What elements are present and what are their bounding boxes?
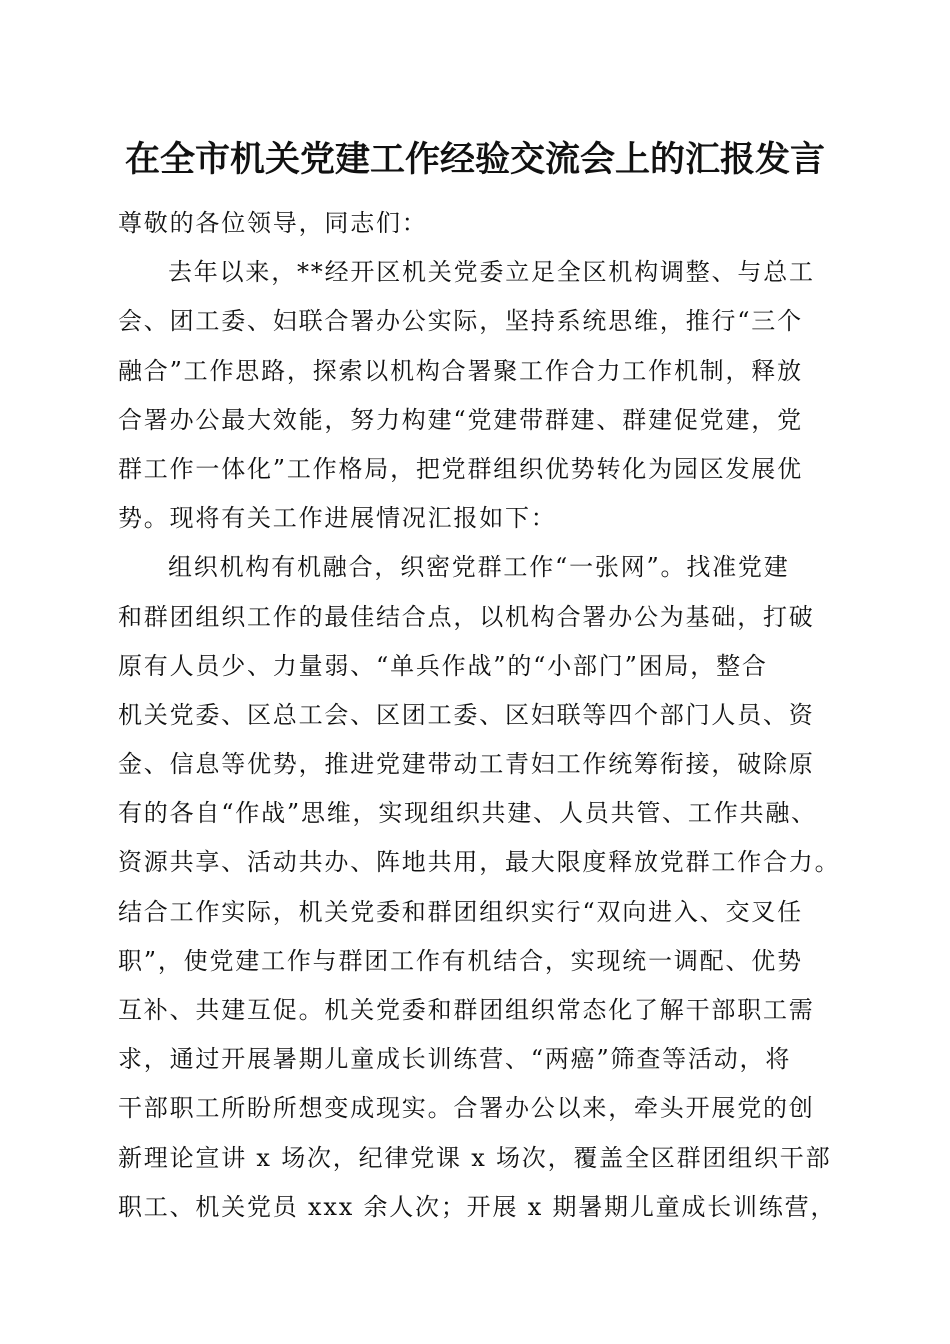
text-line: 群工作一体化”工作格局，把党群组织优势转化为园区发展优 bbox=[118, 454, 803, 483]
text-line: 有的各自“作战”思维，实现组织共建、人员共管、工作共融、 bbox=[118, 799, 817, 828]
text-line: 结合工作实际，机关党委和群团组织实行“双向进入、交叉任 bbox=[118, 897, 803, 926]
text-line: 组织机构有机融合，织密党群工作“一张网”。找准党建 bbox=[168, 553, 790, 582]
greeting-line: 尊敬的各位领导，同志们： bbox=[118, 209, 428, 237]
text-line: 职工、机关党员 xxx 余人次；开展 x 期暑期儿童成长训练营， bbox=[118, 1192, 837, 1221]
text-line: 原有人员少、力量弱、“单兵作战”的“小部门”困局，整合 bbox=[118, 651, 768, 680]
text-line: 资源共享、活动共办、阵地共用，最大限度释放党群工作合力。 bbox=[118, 848, 841, 877]
text-line: 求，通过开展暑期儿童成长训练营、“两癌”筛查等活动，将 bbox=[118, 1045, 792, 1074]
text-line: 金、信息等优势，推进党建带动工青妇工作统筹衔接，破除原 bbox=[118, 750, 815, 779]
text-line: 会、团工委、妇联合署办公实际，坚持系统思维，推行“三个 bbox=[118, 307, 803, 336]
text-line: 新理论宣讲 x 场次，纪律党课 x 场次，覆盖全区群团组织干部 bbox=[118, 1143, 832, 1172]
text-line: 互补、共建互促。机关党委和群团组织常态化了解干部职工需 bbox=[118, 996, 815, 1024]
text-line: 机关党委、区总工会、区团工委、区妇联等四个部门人员、资 bbox=[118, 700, 815, 729]
text-line: 势。现将有关工作进展情况汇报如下： bbox=[118, 504, 557, 533]
text-line: 去年以来，**经开区机关党委立足全区机构调整、与总工 bbox=[168, 258, 815, 287]
text-line: 和群团组织工作的最佳结合点，以机构合署办公为基础，打破 bbox=[118, 602, 815, 631]
paragraph-1 bbox=[118, 248, 830, 543]
text-line: 干部职工所盼所想变成现实。合署办公以来，牵头开展党的创 bbox=[118, 1094, 815, 1123]
text-line: 职”，使党建工作与群团工作有机结合，实现统一调配、优势 bbox=[118, 946, 803, 975]
document-title: 在全市机关党建工作经验交流会上的汇报发言 bbox=[124, 139, 825, 180]
text-line: 合署办公最大效能，努力构建“党建带群建、群建促党建，党 bbox=[118, 405, 803, 434]
document-body bbox=[118, 199, 841, 1232]
text-line: 融合”工作思路，探索以机构合署聚工作合力工作机制，释放 bbox=[118, 356, 803, 385]
paragraph-2 bbox=[118, 543, 841, 1232]
